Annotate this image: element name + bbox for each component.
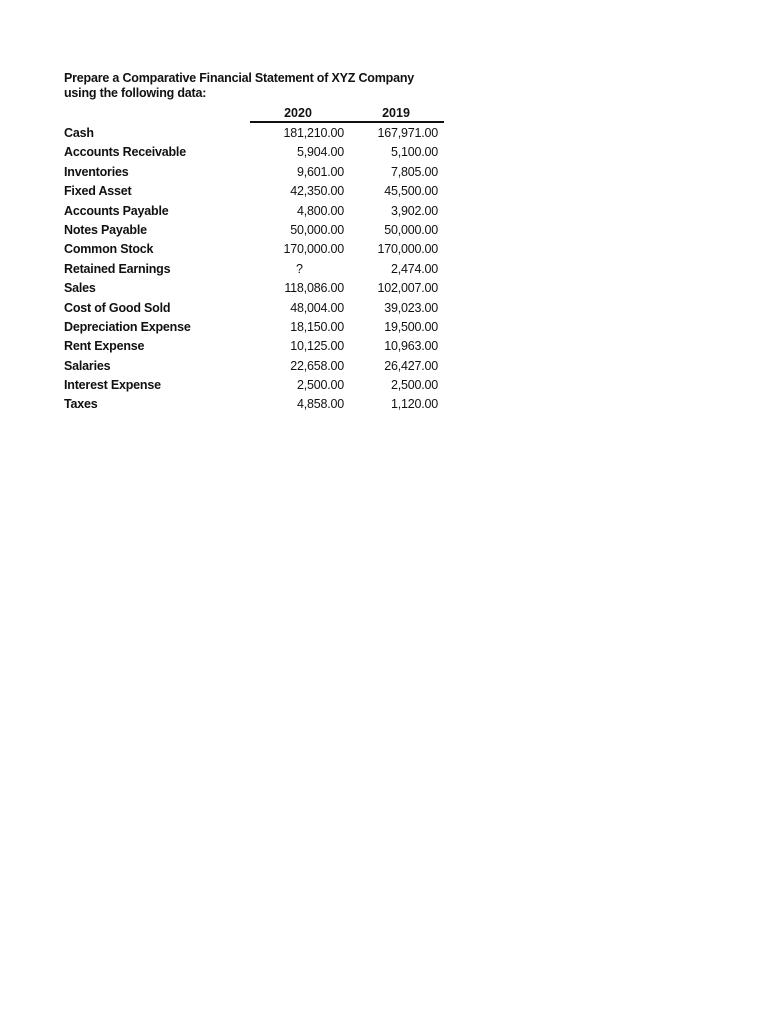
row-label: Common Stock — [64, 242, 154, 257]
row-label: Interest Expense — [64, 378, 161, 393]
value-2020: 50,000.00 — [290, 222, 344, 237]
table-row — [64, 378, 454, 397]
row-label: Cash — [64, 126, 94, 140]
table-row — [64, 184, 454, 203]
table-row — [64, 242, 454, 261]
value-2020: 118,086.00 — [284, 281, 344, 296]
comparative-statement — [64, 71, 454, 417]
row-label: Depreciation Expense — [64, 319, 191, 334]
year-column-headers — [64, 105, 454, 123]
value-2019: 5,100.00 — [390, 145, 438, 160]
table-row — [64, 359, 454, 378]
value-2020: 22,658.00 — [290, 358, 344, 373]
value-2019: 102,007.00 — [377, 281, 438, 296]
table-row — [64, 320, 454, 339]
row-label: Accounts Payable — [64, 203, 169, 218]
row-label: Retained Earnings — [64, 261, 171, 276]
column-header-2019: 2019 — [382, 106, 410, 120]
value-2020: 5,904.00 — [296, 145, 344, 160]
value-2019: 39,023.00 — [384, 300, 438, 315]
table-row — [64, 339, 454, 358]
value-2020: 42,350.00 — [290, 184, 344, 199]
table-row — [64, 262, 454, 281]
value-2020: 4,858.00 — [296, 397, 344, 412]
statement-rows — [64, 126, 454, 417]
row-label: Taxes — [64, 397, 98, 412]
row-label: Notes Payable — [64, 222, 147, 237]
row-label: Cost of Good Sold — [64, 300, 171, 315]
table-row — [64, 204, 454, 223]
value-2020-unknown: ? — [296, 261, 303, 276]
value-2020: 4,800.00 — [296, 203, 344, 218]
column-header-2020: 2020 — [284, 106, 312, 120]
value-2019: 2,500.00 — [390, 378, 438, 393]
value-2019: 167,971.00 — [377, 126, 438, 140]
value-2019: 50,000.00 — [384, 222, 438, 237]
row-label: Rent Expense — [64, 339, 145, 354]
value-2020: 9,601.00 — [296, 164, 344, 179]
value-2019: 1,120.00 — [390, 397, 438, 412]
value-2019: 3,902.00 — [390, 203, 438, 218]
value-2019: 2,474.00 — [390, 261, 438, 276]
row-label: Accounts Receivable — [64, 145, 186, 160]
value-2020: 18,150.00 — [290, 319, 344, 334]
value-2019: 19,500.00 — [384, 319, 438, 334]
table-row — [64, 223, 454, 242]
table-row — [64, 281, 454, 300]
row-label: Salaries — [64, 358, 111, 373]
value-2019: 170,000.00 — [377, 242, 438, 257]
row-label: Inventories — [64, 164, 129, 179]
value-2019: 26,427.00 — [384, 358, 438, 373]
row-label: Sales — [64, 281, 96, 296]
table-row — [64, 126, 454, 145]
instruction-text: Prepare a Comparative Financial Statement of XYZ Company using the following data: — [64, 71, 415, 100]
value-2019: 45,500.00 — [384, 184, 438, 199]
table-row — [64, 397, 454, 416]
value-2020: 181,210.00 — [283, 126, 344, 140]
table-row — [64, 301, 454, 320]
value-2020: 48,004.00 — [290, 300, 344, 315]
value-2020: 170,000.00 — [283, 242, 344, 257]
value-2020: 2,500.00 — [296, 378, 344, 393]
table-row — [64, 145, 454, 164]
table-row — [64, 165, 454, 184]
header-underline — [250, 121, 444, 123]
value-2019: 7,805.00 — [390, 164, 438, 179]
value-2019: 10,963.00 — [384, 339, 438, 354]
value-2020: 10,125.00 — [290, 339, 344, 354]
row-label: Fixed Asset — [64, 184, 132, 199]
